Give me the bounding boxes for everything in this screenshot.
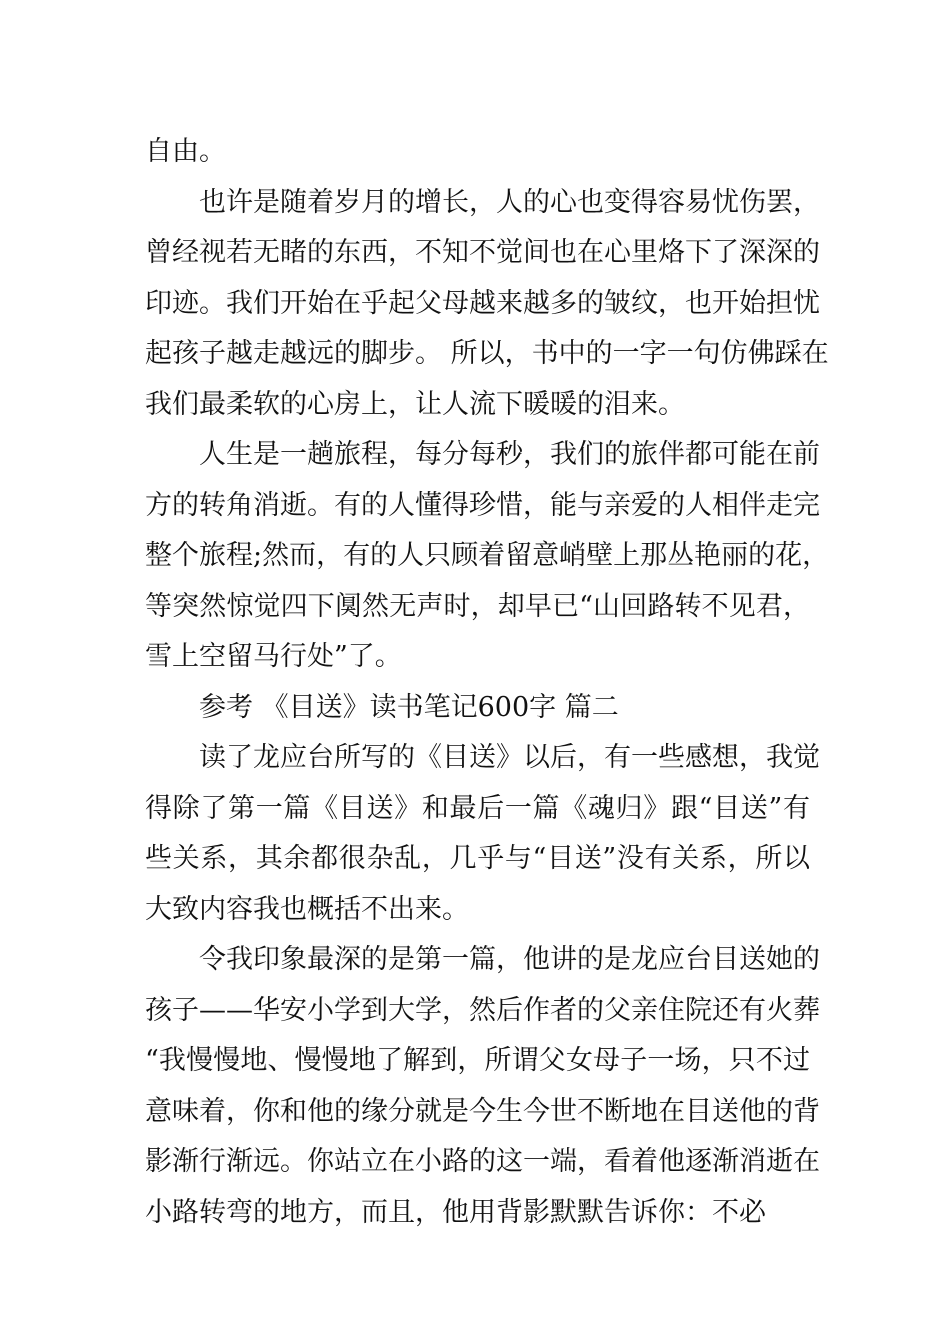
text-line: 我们最柔软的心房上，让人流下暖暖的泪来。 [145,388,685,420]
heading-text: 参考 《目送》读书笔记600字 篇二 [199,691,619,723]
text-line: 方的转角消逝。有的人懂得珍惜，能与亲爱的人相伴走完 [145,489,820,521]
document-body [145,127,830,1238]
paragraph [145,935,820,1238]
text-line: “我慢慢地、慢慢地了解到，所谓父女母子一场，只不过 [145,1045,810,1076]
text-line: 也许是随着岁月的增长，人的心也变得容易忧伤罢， [199,186,820,218]
text-line: 意味着，你和他的缘分就是今生今世不断地在目送他的背 [145,1095,820,1127]
text-line: 整个旅程;然而，有的人只顾着留意峭壁上那丛艳丽的花， [145,540,830,571]
text-line: 得除了第一篇《目送》和最后一篇《魂归》跟“目送”有 [145,792,810,824]
text-line: 印迹。我们开始在乎起父母越来越多的皱纹，也开始担忧 [145,287,820,319]
text-line: 小路转弯的地方，而且，他用背影默默告诉你：不必 [145,1196,766,1228]
text-line: 自由。 [145,136,226,167]
text-line: 曾经视若无睹的东西，不知不觉间也在心里烙下了深深的 [145,237,820,268]
text-line: 影渐行渐远。你站立在小路的这一端，看着他逐渐消逝在 [145,1146,820,1177]
paragraph [145,178,829,431]
text-line: 大致内容我也概括不出来。 [145,893,469,925]
text-line: 令我印象最深的是第一篇，他讲的是龙应台目送她的 [199,944,820,975]
paragraph [145,430,830,683]
text-line: 雪上空留马行处”了。 [145,641,402,672]
paragraph [145,127,810,178]
section-heading [145,683,810,734]
paragraph [145,733,820,935]
text-line: 些关系，其余都很杂乱，几乎与“目送”没有关系，所以 [145,843,810,874]
text-line: 孩子——华安小学到大学，然后作者的父亲住院还有火葬 [145,994,820,1026]
text-line: 等突然惊觉四下阒然无声时，却早已“山回路转不见君， [145,590,810,622]
text-line: 读了龙应台所写的《目送》以后，有一些感想，我觉 [199,742,820,773]
text-line: 人生是一趟旅程，每分每秒，我们的旅伴都可能在前 [199,439,820,470]
text-line: 起孩子越走越远的脚步。 所以，书中的一字一句仿佛踩在 [145,338,829,369]
